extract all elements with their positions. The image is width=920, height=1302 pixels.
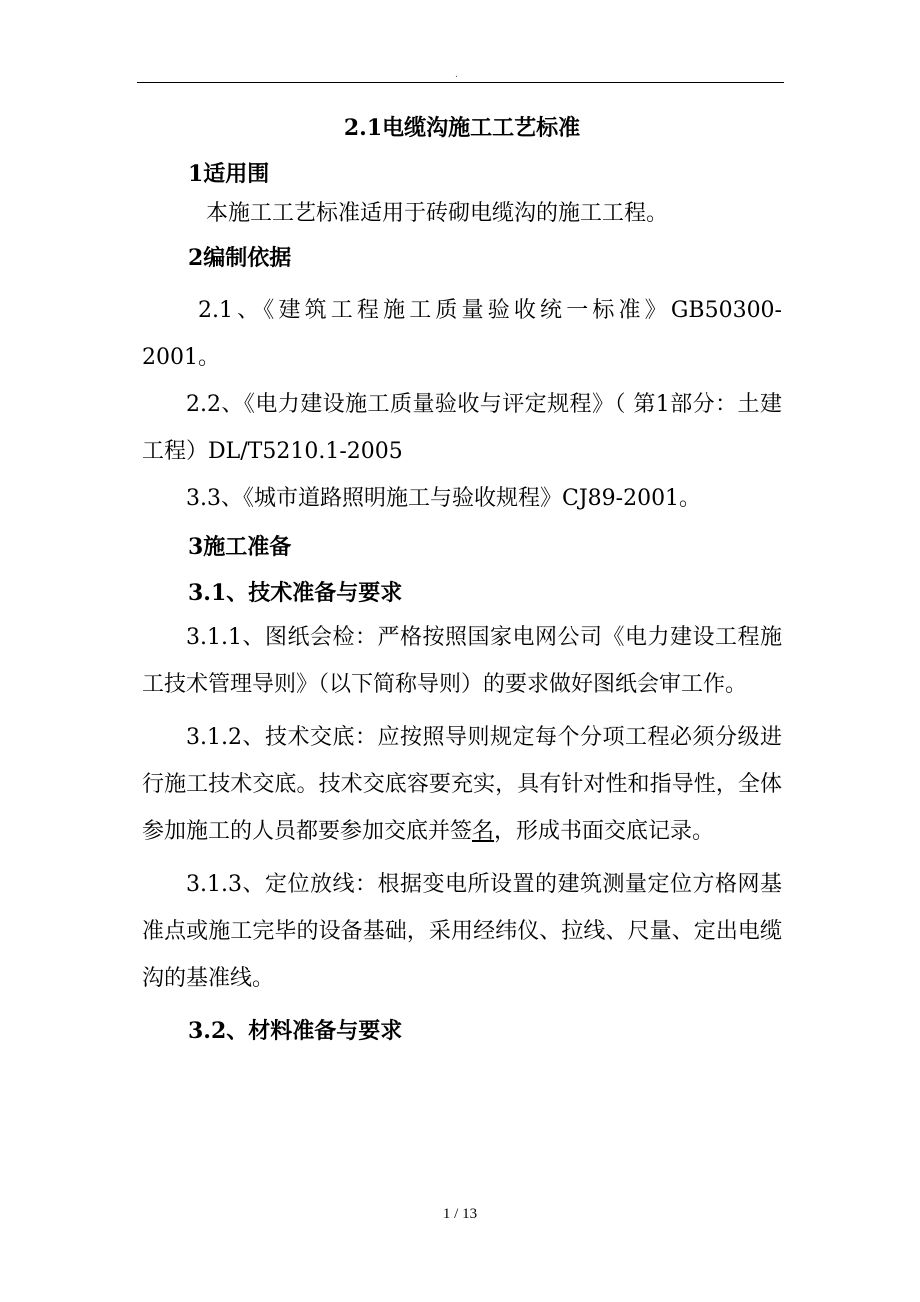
paragraph-3-1-2 <box>142 714 782 855</box>
section-1-text: 本施工工艺标准适用于砖砌电缆沟的施工工程。 <box>206 201 669 226</box>
signature-word: 名 <box>472 819 495 844</box>
section-2-heading: 2编制依据 <box>188 245 292 271</box>
paragraph-3-1-2-part2: ，形成书面交底记录。 <box>494 819 715 844</box>
paragraph-3-1-1: 3.1.1、图纸会检：严格按照国家电网公司《电力建设工程施工技术管理导则》（以下简称导则）的要求做好图纸会审工作。 <box>142 625 782 697</box>
section-3-heading: 3施工准备 <box>188 534 292 560</box>
page-number: 1 / 13 <box>442 1206 478 1222</box>
reference-item: 2.2、《电力建设施工质量验收与评定规程》（ 第1部分：土建工程）DL/T5210.1-2005 <box>142 392 782 464</box>
reference-item: 2.1、《建筑工程施工质量验收统一标准》GB50300-2001。 <box>142 298 782 370</box>
paragraph-3-1-2-part1: 3.1.2、技术交底：应按照导则规定每个分项工程必须分级进行施工技术交底。技术交底容要充实，具有针对性和指导性，全体参加施工的人员都要参加交底并签 <box>142 725 782 844</box>
section-1-heading: 1适用围 <box>188 161 270 187</box>
document-title: 2.1电缆沟施工工艺标准 <box>343 115 581 141</box>
document-body <box>142 100 782 1046</box>
header-rule <box>137 82 784 83</box>
paragraph-3-1-3: 3.1.3、定位放线：根据变电所设置的建筑测量定位方格网基准点或施工完毕的设备基础，采用经纬仪、拉线、尺量、定出电缆沟的基准线。 <box>142 872 782 991</box>
reference-item: 3.3、《城市道路照明施工与验收规程》CJ89-2001。 <box>186 486 702 511</box>
subsection-3-2-heading: 3.2、材料准备与要求 <box>188 1018 403 1044</box>
subsection-3-1-heading: 3.1、技术准备与要求 <box>188 580 403 606</box>
header-mark: . <box>455 70 458 80</box>
